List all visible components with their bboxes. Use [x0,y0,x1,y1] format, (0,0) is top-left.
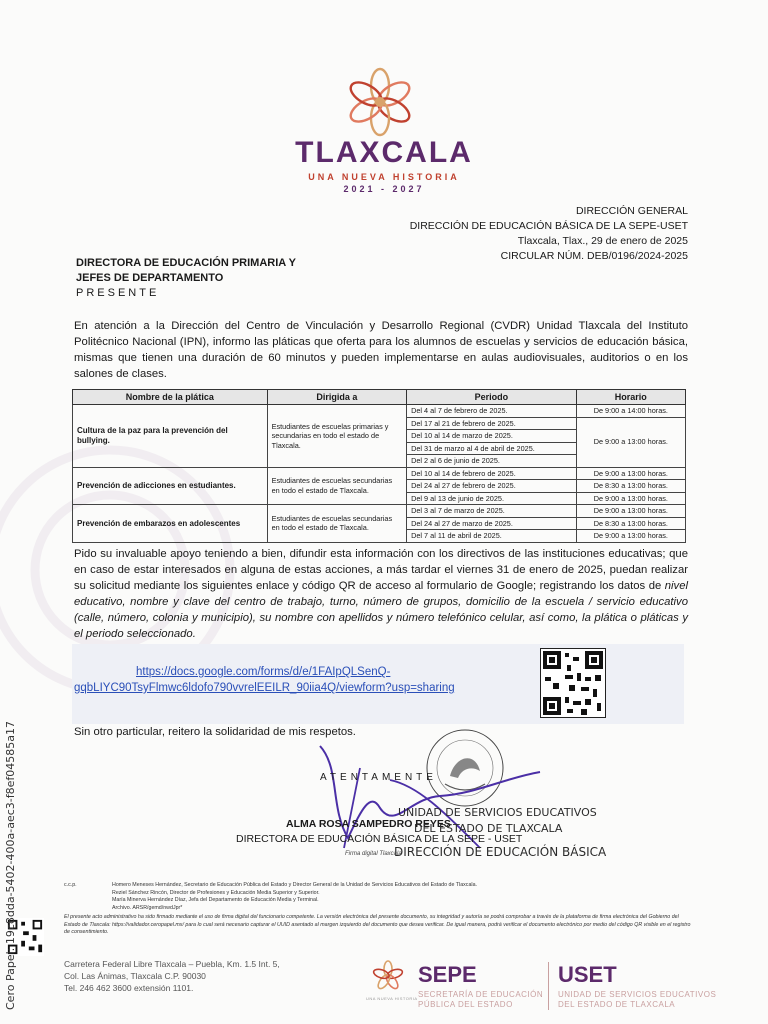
footer-divider [548,962,549,1010]
addressee [76,256,296,286]
schedule: De 9:00 a 13:00 horas. [576,417,685,467]
footer-address-line-2: Col. Las Ánimas, Tlaxcala C.P. 90030 [64,971,206,981]
request-fields: nivel educativo, nombre y clave del centro de trabajo, turno, número de grupos, domicilio de la escuela / servicio educativo (calle, número, colonia y municipio), su nombre con apellidos y número telefónico celular, así como, la plática o pláticas y el periodo seleccionado. [74,580,688,640]
period: Del 7 al 11 de abril de 2025. [407,530,577,543]
footer-phone: Tel. 246 462 3600 extensión 1101. [64,983,194,993]
ccp-label: c.c.p. [64,882,77,888]
signer-role: DIRECTORA DE EDUCACIÓN BÁSICA DE LA SEPE - USET [236,833,523,845]
form-qr-code[interactable] [540,648,606,718]
header-block [410,204,688,264]
table-row [73,405,686,418]
talk-audience: Estudiantes de escuelas secundarias en todo el estado de Tlaxcala. [267,467,406,505]
request-text: Pido su invaluable apoyo teniendo a bien, difundir esta información con los directivos de las instituciones educativas; que en caso de estar interesados en alguna de estas acciones, a más tardar el viernes 31 de enero de 2025, puedan realizar su solicitud mediante los siguientes enlace y código QR de acceso al formulario de Google; registrando los datos de [74,548,688,592]
period: Del 9 al 13 de junio de 2025. [407,492,577,505]
talk-name: Cultura de la paz para la prevención del bullying. [73,405,268,468]
talk-audience: Estudiantes de escuelas primarias y secundarias en todo el estado de Tlaxcala. [267,405,406,468]
sepe-subtitle-line-2: PÚBLICA DEL ESTADO [418,1000,513,1009]
header-date: Tlaxcala, Tlax., 29 de enero de 2025 [517,235,688,247]
period: Del 2 al 6 de junio de 2025. [407,455,577,468]
presente: PRESENTE [76,287,160,299]
footer-flower-logo [368,960,408,994]
talk-name: Prevención de adicciones en estudiantes. [73,467,268,505]
cero-papel-uuid: Cero Papel: 19c8dda-5402-400a-aec3-f8ef04585a17 [4,721,17,1010]
request-paragraph [74,546,688,642]
ccp-line: Reziel Sánchez Rincón, Director de Profesiones y Educación Media Superior y Superior. [112,889,320,896]
brand-years: 2021 - 2027 [343,184,425,194]
ccp-line: Archivo. ARSR/gemd/nwdJpr* [112,904,183,911]
col-horario: Horario [576,390,685,405]
schedule: De 9:00 a 13:00 horas. [576,505,685,518]
schedule: De 8:30 a 13:00 horas. [576,517,685,530]
period: Del 10 al 14 de febrero de 2025. [407,467,577,480]
col-nombre: Nombre de la plática [73,390,268,405]
sepe-subtitle [418,990,543,1010]
closing-line: Sin otro particular, reitero la solidaridad de mis respetos. [74,726,356,738]
table-row [73,467,686,480]
schedule: De 9:00 a 13:00 horas. [576,492,685,505]
talk-name: Prevención de embarazos en adolescentes [73,505,268,543]
brand-title: TLAXCALA [295,136,473,169]
intro-paragraph: En atención a la Dirección del Centro de Vinculación y Desarrollo Regional (CVDR) Unidad Tlaxcala del Instituto Politécnico Nacional (IPN), informo las pláticas que oferta para los alumnos de escuelas y servicios de educación básica, mismas que tienen una duración de 60 minutos y pueden implementarse en aulas audiovisuales, auditorios o en los salones de clases. [74,320,688,380]
legal-notice: El presente acto administrativo ha sido firmado mediante el uso de firma digital del funcionario competente. La versión electrónica del presente documento, su integridad y autoría se podrá comprobar a través de la plataforma de firma electrónica del Gobierno del Estado de Tlaxcala: https://validador.ceropapel.mx/ para lo cual será necesario capturar el UUID asentado al margen izquierdo del documento que desea verificar. De igual manera, podrá verificar el documento electrónico por medio del código QR visible en el registro de consentimiento. [64,914,691,935]
signer-name: ALMA ROSA SAMPEDRO REYES [286,818,451,830]
uset-subtitle [558,990,716,1010]
digital-signature-note: Firma digital Tlaxcala [345,851,402,857]
footer-mini-slogan: UNA NUEVA HISTORIA [366,996,418,1001]
period: Del 24 al 27 de febrero de 2025. [407,480,577,493]
table-header-row [73,390,686,405]
form-link-line-2[interactable]: gqbLIYC90TsyFlmwc6ldofo790vvrelEEILR_90iia4Q/viewform?usp=sharing [74,682,455,694]
uset-subtitle-line-1: UNIDAD DE SERVICIOS EDUCATIVOS [558,990,717,999]
uset-subtitle-line-2: DEL ESTADO DE TLAXCALA [558,1000,676,1009]
circular-number: CIRCULAR NÚM. DEB/0196/2024-2025 [500,250,688,262]
talks-table [72,389,686,543]
footer-address-line-1: Carretera Federal Libre Tlaxcala – Puebla, Km. 1.5 Int. 5, [64,959,280,969]
schedule: De 9:00 a 13:00 horas. [576,467,685,480]
ccp-line: Homero Meneses Hernández, Secretario de Educación Pública del Estado y Director General de la Unidad de Servicios Educativos del Estado de Tlaxcala. [112,882,477,888]
schedule: De 8:30 a 13:00 horas. [576,480,685,493]
tlaxcala-flower-logo [338,66,422,138]
brand-subtitle: UNA NUEVA HISTORIA [308,172,460,182]
schedule: De 9:00 a 13:00 horas. [576,530,685,543]
period: Del 10 al 14 de marzo de 2025. [407,430,577,443]
period: Del 17 al 21 de febrero de 2025. [407,417,577,430]
sepe-logo-text: SEPE [418,962,477,987]
header-line-2: DIRECCIÓN DE EDUCACIÓN BÁSICA DE LA SEPE-USET [409,220,688,232]
period: Del 4 al 7 de febrero de 2025. [407,405,577,418]
table-row [73,505,686,518]
stamp-line-3: DIRECCIÓN DE EDUCACIÓN BÁSICA [394,845,607,859]
period: Del 24 al 27 de marzo de 2025. [407,517,577,530]
col-periodo: Periodo [407,390,577,405]
uset-logo-text: USET [558,962,617,987]
period: Del 31 de marzo al 4 de abril de 2025. [407,442,577,455]
form-link-line-1[interactable]: https://docs.google.com/forms/d/e/1FAIpQLSenQ- [136,666,391,678]
talk-audience: Estudiantes de escuelas secundarias en todo el estado de Tlaxcala. [267,505,406,543]
atentamente: ATENTAMENTE [320,772,437,783]
footer-address [64,958,280,994]
ccp-line: María Minerva Hernández Díaz, Jefa del Departamento de Educación Media y Terminal. [112,897,319,903]
stamp-line-2: DEL ESTADO DE TLAXCALA [414,822,563,835]
ccp-list [112,882,672,912]
addressee-line-1: DIRECTORA DE EDUCACIÓN PRIMARIA Y [76,257,297,269]
addressee-line-2: JEFES DE DEPARTAMENTO [76,272,224,284]
col-dirigida: Dirigida a [267,390,406,405]
sepe-subtitle-line-1: SECRETARÍA DE EDUCACIÓN [418,990,544,999]
header-line-1: DIRECCIÓN GENERAL [575,205,688,217]
period: Del 3 al 7 de marzo de 2025. [407,505,577,518]
stamp-line-1: UNIDAD DE SERVICIOS EDUCATIVOS [398,806,597,819]
schedule: De 9:00 a 14:00 horas. [576,405,685,418]
